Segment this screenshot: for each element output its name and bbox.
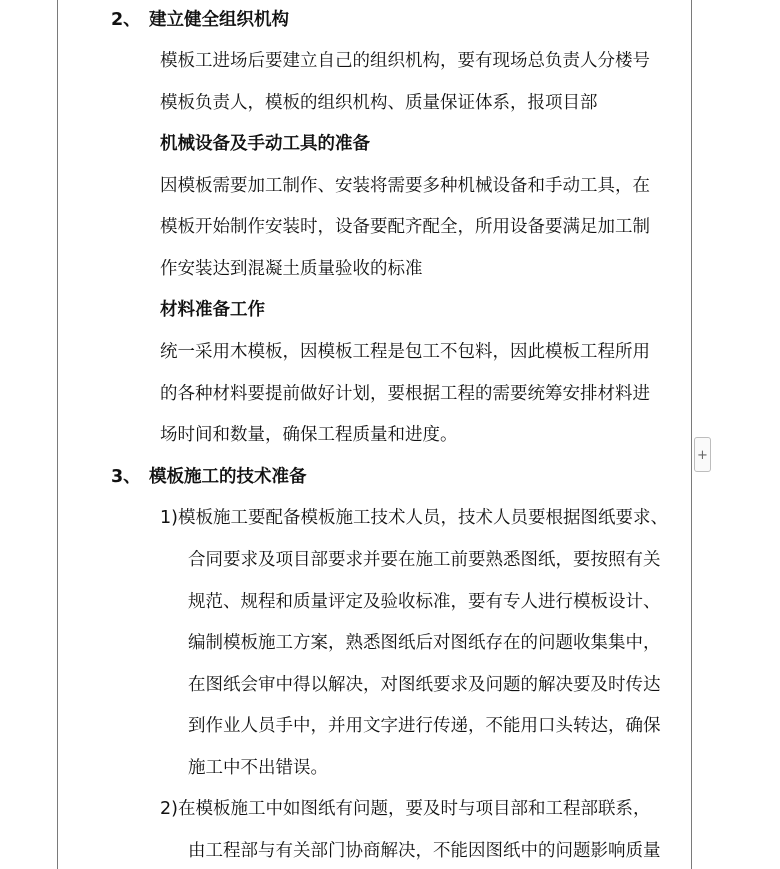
list-item-1-line: 施工中不出错误。	[188, 758, 328, 778]
paragraph-line: 因模板需要加工制作、安装将需要多种机械设备和手动工具，在	[160, 176, 650, 196]
list-item-1-line: 在图纸会审中得以解决，对图纸要求及问题的解决要及时传达	[188, 675, 661, 695]
paragraph-line: 场时间和数量，确保工程质量和进度。	[160, 425, 458, 445]
list-item-1-line: 到作业人员手中，并用文字进行传递，不能用口头转达，确保	[188, 716, 661, 736]
list-item-1-line: 合同要求及项目部要求并要在施工前要熟悉图纸，要按照有关	[188, 550, 661, 570]
list-item-2-line: 由工程部与有关部门协商解决，不能因图纸中的问题影响质量	[188, 841, 661, 861]
section3-title: 模板施工的技术准备	[149, 467, 307, 487]
paragraph-line: 模板开始制作安装时，设备要配齐配全，所用设备要满足加工制	[160, 217, 650, 237]
list-item-2-line: 2)在模板施工中如图纸有问题，要及时与项目部和工程部联系，	[160, 799, 651, 819]
list-item-1-line: 规范、规程和质量评定及验收标准，要有专人进行模板设计、	[188, 592, 661, 612]
materials-heading: 材料准备工作	[160, 300, 265, 320]
list-item-1-line: 1)模板施工要配备模板施工技术人员，技术人员要根据图纸要求、	[160, 508, 668, 528]
section2-heading	[111, 9, 289, 31]
paragraph-line: 模板负责人，模板的组织机构、质量保证体系，报项目部	[160, 93, 598, 113]
paragraph-line: 作安装达到混凝土质量验收的标准	[160, 259, 423, 279]
section2-number: 2、	[111, 10, 141, 30]
section3-heading	[111, 466, 307, 488]
paragraph-line: 模板工进场后要建立自己的组织机构，要有现场总负责人分楼号	[160, 51, 650, 71]
section3-number: 3、	[111, 467, 141, 487]
expand-plus-button[interactable]: +	[694, 437, 711, 472]
page-border-left	[57, 0, 58, 869]
page-border-right	[691, 0, 692, 869]
section2-title: 建立健全组织机构	[149, 10, 289, 30]
list-item-1-line: 编制模板施工方案，熟悉图纸后对图纸存在的问题收集集中，	[188, 633, 661, 653]
paragraph-line: 统一采用木模板，因模板工程是包工不包料，因此模板工程所用	[160, 342, 650, 362]
paragraph-line: 的各种材料要提前做好计划，要根据工程的需要统筹安排材料进	[160, 384, 650, 404]
machinery-heading: 机械设备及手动工具的准备	[160, 134, 370, 154]
